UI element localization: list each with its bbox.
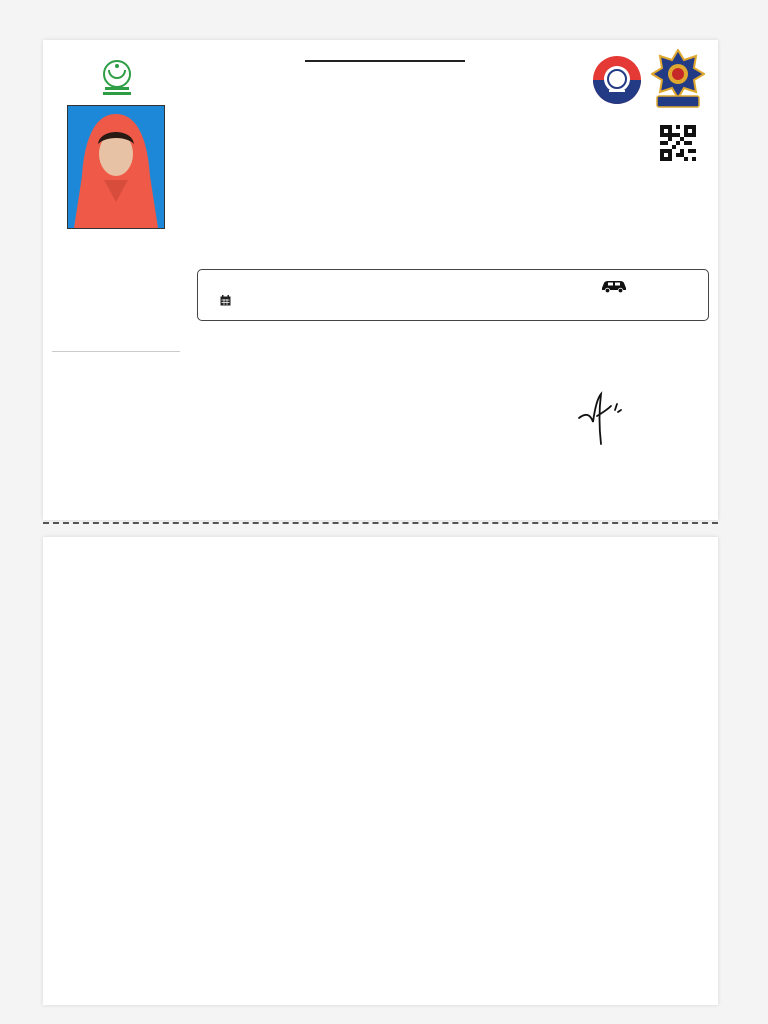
cut-line — [43, 522, 718, 524]
test-date-box — [197, 269, 709, 321]
permit-card-top — [43, 40, 718, 520]
divider — [52, 351, 180, 352]
police-emblem-icon — [592, 55, 642, 105]
qr-code-icon — [660, 125, 696, 161]
signature-icon — [571, 388, 631, 448]
car-icon — [600, 279, 628, 293]
punjab-govt-logo-icon — [95, 56, 139, 100]
permit-card-bottom — [43, 537, 718, 1005]
traffic-police-badge-icon — [651, 49, 705, 109]
calendar-icon — [220, 295, 231, 306]
applicant-photo — [67, 105, 165, 229]
authority-title — [305, 57, 465, 62]
